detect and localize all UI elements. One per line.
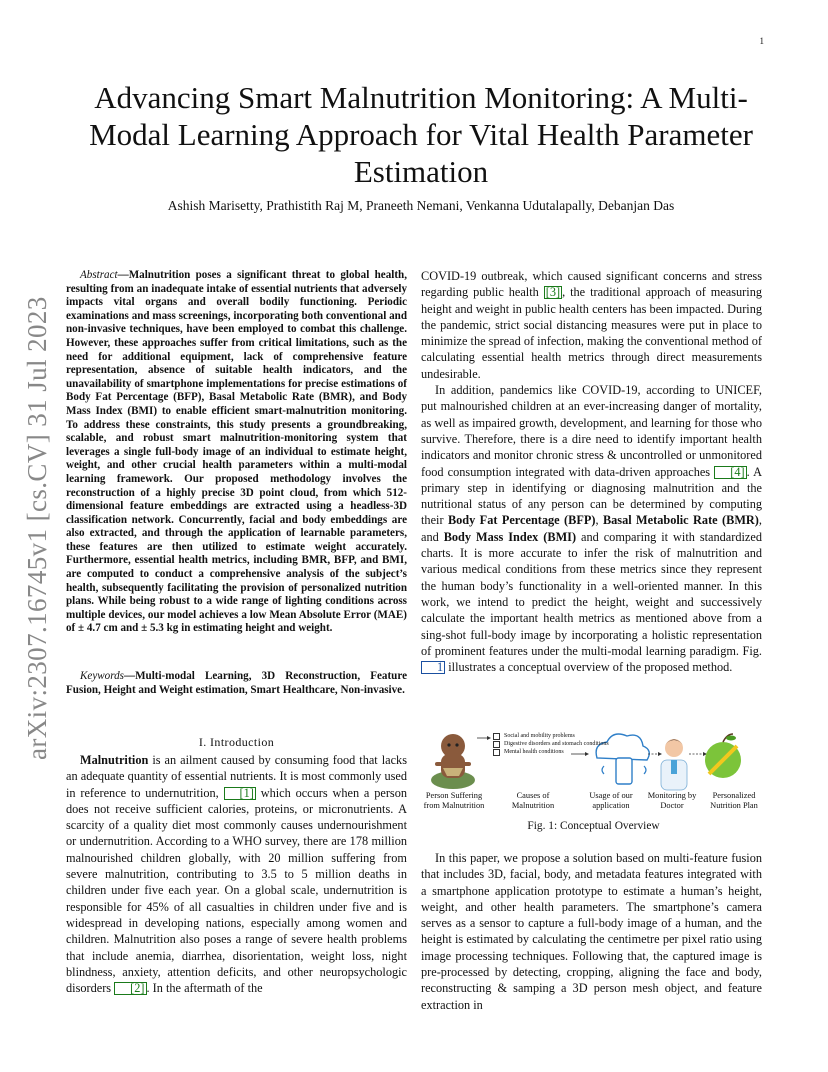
figure-label: Usage of our application: [589, 791, 633, 810]
keywords-text: —Multi-modal Learning, 3D Reconstruction, Feature Fusion, Height and Weight estimation, Smart Healthcare, Non-invasive.: [66, 670, 407, 696]
bmr-term: Basal Metabolic Rate (BMR): [602, 513, 759, 528]
causes-list: [493, 732, 609, 756]
doctor-icon: [661, 739, 687, 790]
figure-caption: Fig. 1: Conceptual Overview: [527, 820, 660, 832]
figure-label: Causes of Malnutrition: [511, 791, 555, 810]
malnutrition-term: Malnutrition: [80, 753, 149, 767]
cause-item: Mental health conditions: [493, 748, 609, 756]
figure-label: Personalized Nutrition Plan: [710, 791, 758, 810]
abstract-label: Abstract: [80, 269, 118, 281]
citation-3[interactable]: [3]: [545, 285, 561, 300]
section-heading-introduction: I. Introduction: [198, 735, 275, 749]
malnourished-person-icon: [431, 734, 475, 789]
keywords: [66, 670, 407, 697]
checkbox-icon: [493, 733, 500, 740]
abstract-text: —Malnutrition poses a significant threat to global health, resulting from an inadequate intake of essential nutrients that adversely impacts vital organs and overall bodily functioning. Periodic examinations and mass screenings, incorporating both conventional and non-invasive techniques, have been employed to combat this challenge. However, these approaches suffer from critical limitations, such as the need for additional equipment, lack of comprehensive feature representation, absence of suitable health indicators, and the unavailability of smartphone implementations for precise estimations of Body Fat Percentage (BFP), Basal Metabolic Rate (BMR), and Body Mass Index (BMI) to enable efficient smart-malnutrition monitoring. To address these constraints, this study presents a groundbreaking, scalable, and robust smart malnutrition-monitoring system that leverages a single full-body image of an individual to estimate height, weight, and other crucial health parameters within a multi-modal learning framework. Our proposed methodology involves the reconstruction of a highly precise 3D point cloud, from which 512-dimensional feature embeddings are extracted using a headless-3D classification network. Concurrently, facial and body embeddings are also extracted, and through the application of learnable parameters, these features are then utilized to estimate weight accurately. Furthermore, essential health metrics, including BMR, BFP, and BMI, are computed to conduct a comprehensive analysis of the subject’s health, subsequently facilitating the provision of personalized nutrition plans. While being robust to a wide range of lighting conditions across multiple devices, our model achieves a low Mean Absolute Error (MAE) of ± 4.7 cm and ± 5.3 kg in estimating height and weight.: [66, 269, 407, 635]
checkbox-icon: [493, 749, 500, 756]
bmi-term: Body Mass Index (BMI): [443, 529, 577, 544]
arxiv-stamp: arXiv:2307.16745v1 [cs.CV] 31 Jul 2023: [22, 296, 52, 760]
citation-1[interactable]: [1]: [224, 787, 256, 800]
cause-item: Social and mobility problems: [493, 732, 609, 740]
author-list: Ashish Marisetty, Prathistith Raj M, Praneeth Nemani, Venkanna Udutalapally, Debanjan Das: [167, 198, 675, 213]
right-column-top: COVID-19 outbreak, which caused significant concerns and stress regarding public health [3] , the traditional approach of measuring height and weight in public health centers has been impacted. During the pandemic, strict social distancing measures were put in place to minimize the spread of infection, making the conventional method of calculating essential health metrics through direct measurements undesirable. In addition, pandemics like COVID-19, according to UNICEF, put malnourished children at an ever-increasing danger of mortality, as well as impaired growth, development, and learning for those who survive. Therefore, there is a dire need to identify important health indicators and monitor chronic stress & uncontrolled or unmonitored food consumption integrated with data-driven approaches [4] . A primary step in identifying or diagnosing malnutrition and the nutritional status of any person can be determined by computing their Body Fat Percentage (BFP), Basal Metabolic Rate (BMR), and Body Mass Index (BMI) and comparing it with standardized charts. It is more accurate to infer the risk of malnutrition and various medical conditions from these metrics since they represent the human body’s functionality in a well-oriented manner. In this work, we intend to predict the height, weight and successively calculate the important health metrics as mentioned above from a sing-shot full-body image by incorporating a holistic representation of prominent features under the multi-modal learning paradigm. Fig. 1 illustrates a conceptual overview of the proposed method.: [421, 269, 762, 675]
checkbox-icon: [493, 741, 500, 748]
apple-measuring-tape-icon: [705, 734, 741, 778]
citation-4[interactable]: [4]: [714, 466, 746, 479]
page-number: 1: [759, 36, 764, 46]
figure-label: Monitoring by Doctor: [647, 791, 697, 810]
right-column-bottom: In this paper, we propose a solution based on multi-feature fusion that includes 3D, facial, body, and metadata features integrated with a smartphone application prototype to estimate a human’s height, weight, and other health parameters. The smartphone’s camera serves as a sensor to capture a full-body image of a human, and the height is estimated by calculating the centimetre per pixel ratio using image processing techniques. Following that, the captured image is pre-processed by detecting, cropping, aligning the face and body, reconstructing & samping a 3D person mesh object, and feature extraction in: [421, 851, 762, 1012]
keywords-label: Keywords: [80, 670, 124, 682]
figure-label: Person Suffering from Malnutrition: [423, 791, 485, 810]
cause-item: Digestive disorders and stomach conditions: [493, 740, 609, 748]
introduction-text: Malnutrition is an ailment caused by consuming food that lacks an adequate quantity of essential nutrients. It is most commonly used in reference to undernutrition, [1] which occurs when a person does not receive sufficient calories, proteins, or micronutrients. A scarcity of a quality diet most commonly causes undernourishment or undernutrition. According to a WHO survey, there are 178 million malnourished children globally, with 20 million suffering from severe malnutrition, contributing to 3.5 to 5 million deaths in children under five each year. On a global scale, undernutrition is responsible for 45% of all casualties in children under five and is widespread in developing nations, especially among women and children. Malnutrition also poses a range of severe health problems that include anemia, diarrhea, disorientation, weight loss, night blindness, anxiety, attention deficits, and other neuropsychologic disorders [2] . In the aftermath of the: [66, 753, 407, 996]
citation-2[interactable]: [2]: [114, 982, 146, 995]
figure-1-link[interactable]: 1: [421, 661, 445, 674]
abstract: [66, 269, 407, 636]
bfp-term: Body Fat Percentage (BFP): [447, 513, 596, 528]
paper-title: Advancing Smart Malnutrition Monitoring: A Multi-Modal Learning Approach for Vital Health Parameter Estimation: [89, 80, 753, 189]
